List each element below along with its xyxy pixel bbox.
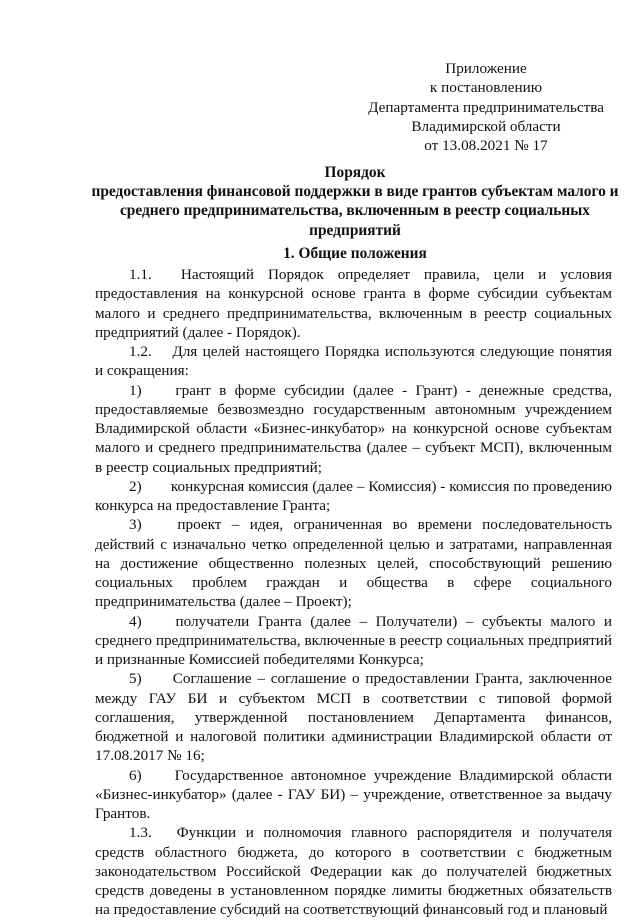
paragraph-text: Для целей настоящего Порядка используются следующие понятия и сокращения: [95,343,612,380]
list-item-4 [95,612,612,670]
list-item-number: 5) [129,670,142,688]
list-item-number: 1) [129,381,142,399]
appendix-line-3: Департамента предпринимательства [368,98,604,116]
paragraph-number: 1.1. [129,266,152,283]
title-line-2: предоставления финансовой поддержки в виде грантов субъектам малого и [91,183,619,201]
title-line-3: среднего предпринимательства, включенным в реестр социальных [119,202,591,220]
paragraph-number: 1.2. [129,343,152,360]
list-item-number: 2) [129,477,142,495]
appendix-line-5: от 13.08.2021 № 17 [424,137,548,155]
list-item-6 [95,766,612,824]
list-item-1 [95,381,612,477]
title-line-4: предприятий [309,221,401,239]
list-item-text: конкурсная комиссия (далее – Комиссия) - комиссия по проведению конкурса на предоставление Гранта; [95,477,613,514]
paragraph-1-1 [95,265,612,342]
document-body [95,265,612,920]
document-title [90,163,620,240]
paragraph-number: 1.3. [129,824,152,842]
list-item-text: Государственное автономное учреждение Владимирской области «Бизнес-инкубатор» (далее - ГАУ БИ) – учреждение, ответственное за выдачу Грантов. [95,766,612,822]
appendix-line-1: Приложение [445,60,527,77]
list-item-text: проект – идея, ограниченная во времени последовательность действий с изначально четко определенной целью и затратами, направленная на достижение общественно полезных целей, способствующий решению социальных проблем граждан и общества в сфере социального предпринимательства (далее – Проект); [95,516,613,611]
list-item-number: 3) [129,516,142,534]
list-item-number: 6) [129,766,142,784]
appendix-block [366,59,606,155]
list-item-5 [95,669,612,765]
list-item-text: Соглашение – соглашение о предоставлении Гранта, заключенное между ГАУ БИ и субъектом МСП в соответствии с типовой формой соглашения, утвержденной постановлением Департамента финансов, бюджетной и налоговой политики администрации Владимирской области от 17.08.2017 № 16; [95,670,612,765]
appendix-line-4: Владимирской области [411,117,561,135]
paragraph-1-3 [95,823,612,919]
section-heading: 1. Общие положения [283,245,427,262]
list-item-3 [95,515,612,611]
appendix-line-2: к постановлению [429,79,543,97]
list-item-text: грант в форме субсидии (далее - Грант) - денежные средства, предоставляемые безвозмездно государственным автономным учреждением Владимирской области «Бизнес-инкубатор» на конкурсной основе субъектам малого и среднего предпринимательства (далее – субъект МСП), включенным в реестр социальных предприятий; [95,381,613,476]
list-item-2 [95,477,612,516]
list-item-text: получатели Гранта (далее – Получатели) – субъекты малого и среднего предпринимательства, включенные в реестр социальных предприятий и признанные Комиссией победителями Конкурса; [95,612,612,668]
paragraph-text: Функции и полномочия главного распорядителя и получателя средств областного бюджета, до которого в соответствии с бюджетным законодательством Российской Федерации как до получателей бюджетных средств доведены в установленном порядке лимиты бюджетных обязательств на предоставление субсидий на соответствующий финансовый год и плановый [95,824,612,919]
paragraph-1-2 [95,342,612,381]
title-line-1: Порядок [324,164,386,181]
paragraph-text: Настоящий Порядок определяет правила, цели и условия предоставления на конкурсной основе гранта в форме субсидии субъектам малого и среднего предпринимательства, включенным в реестр социальных предприятий (далее - Порядок). [95,266,613,341]
list-item-number: 4) [129,612,142,630]
